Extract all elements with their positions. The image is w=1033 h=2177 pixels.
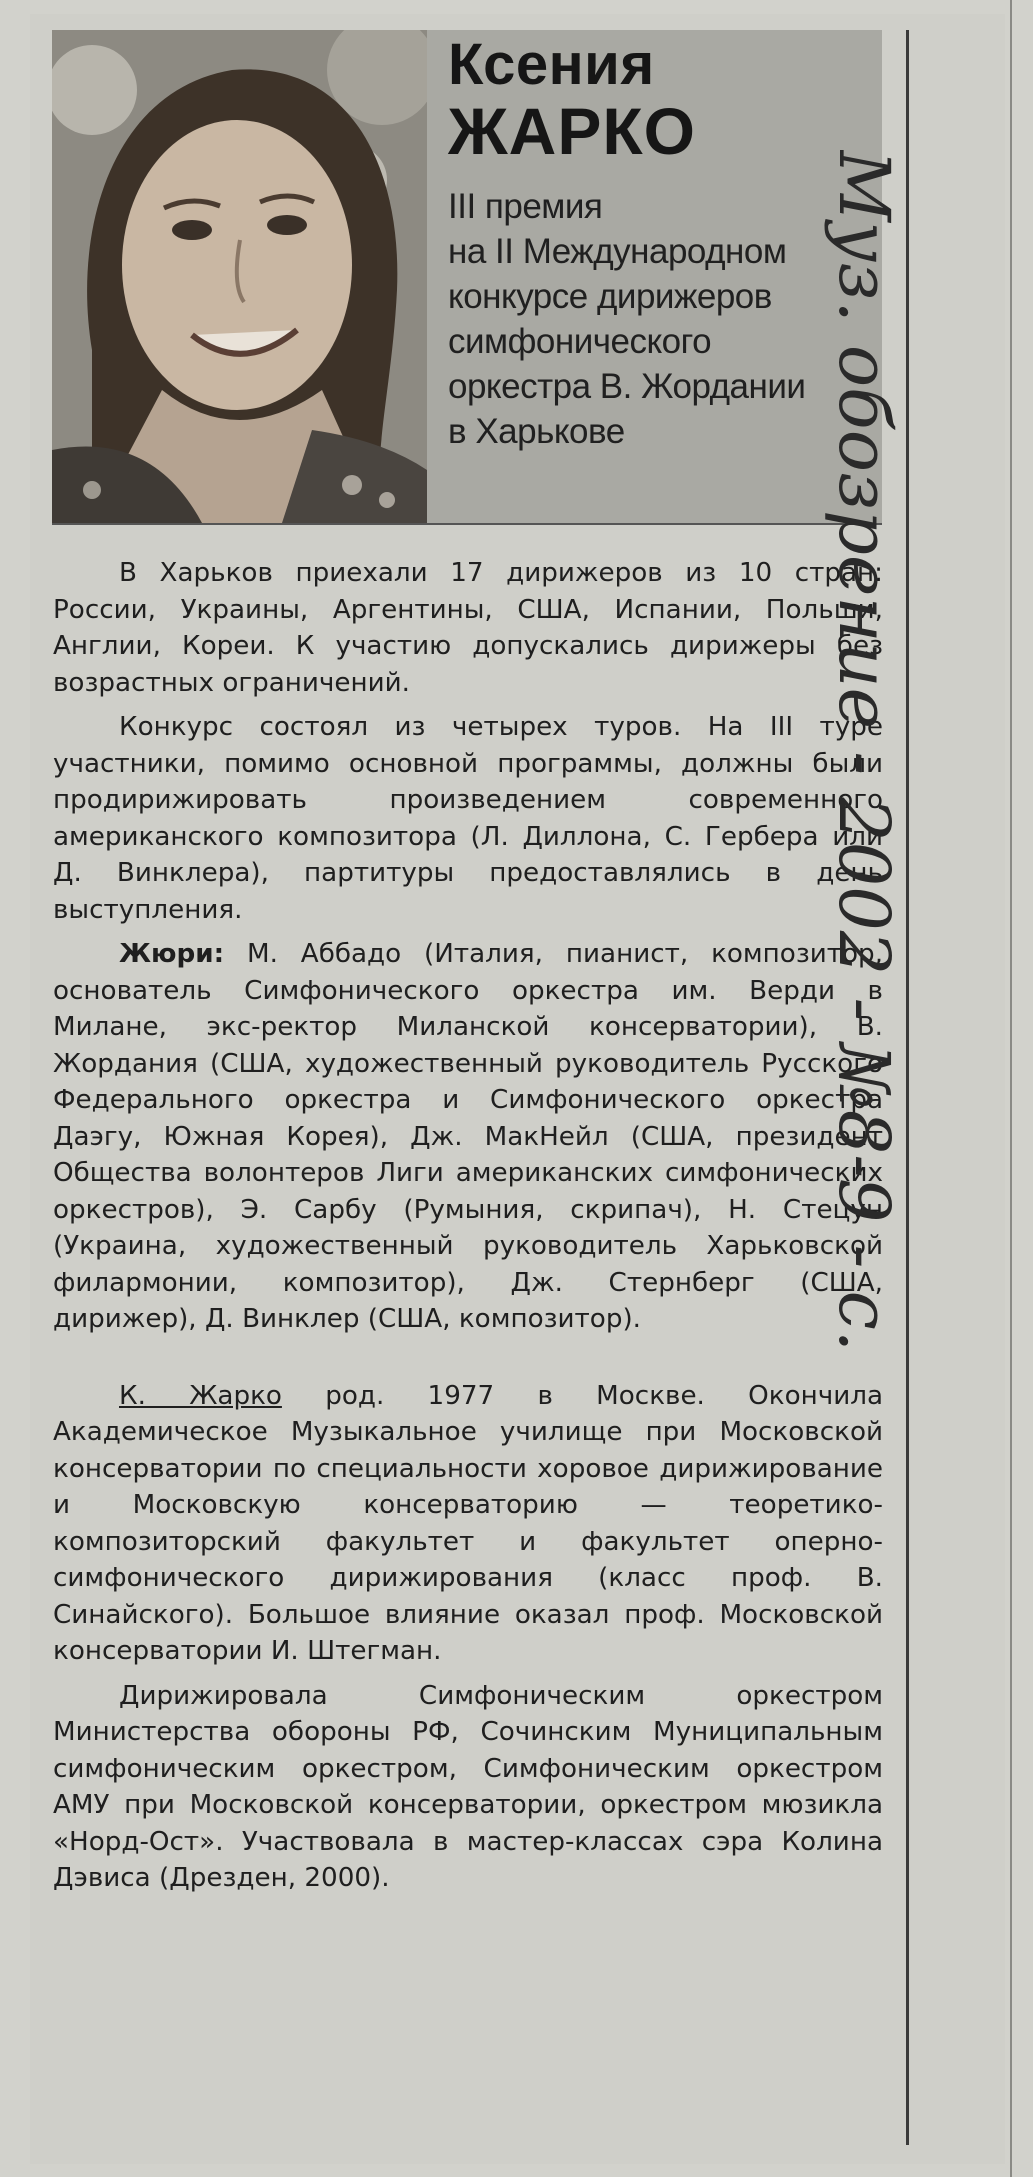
subtitle-line: симфонического <box>448 322 712 361</box>
paragraph-rounds: Конкурс состоял из четырех туров. На III туре участники, помимо основной программы, должны были продирижировать произведением современного американского композитора (Л. Диллона, С. Гербера или Д. Винклера), партитуры предоставлялись в день выступления. <box>53 712 883 925</box>
bio-text: род. 1977 в Москве. Окончила Академическое Музыкальное училище при Московской консерватории по специальности хоровое дирижирование и Московскую консерваторию — теоретико-композиторский факультет и факультет оперно-симфонического дирижирования (класс проф. В. Синайского). Большое влияние оказал проф. Московской консерватории И. Штегман. <box>53 1380 884 1666</box>
title-block <box>448 34 878 454</box>
article-body <box>53 555 883 1905</box>
subtitle-line: в Харькове <box>448 412 625 451</box>
first-name: Ксения <box>448 32 655 97</box>
subtitle-line: III премия <box>448 187 603 226</box>
jury-label: Жюри: <box>119 939 225 969</box>
last-name: ЖАРКО <box>448 94 696 168</box>
subtitle-line: оркестра В. Жордании <box>448 367 806 406</box>
subtitle-line: на II Международном <box>448 232 787 271</box>
portrait-photo <box>52 30 427 523</box>
handwritten-note <box>818 150 908 1350</box>
subtitle-line: конкурсе дирижеров <box>448 277 772 316</box>
paragraph-jury <box>53 936 883 1338</box>
jury-text: М. Аббадо (Италия, пианист, композитор, основатель Симфонического оркестра им. Верди в Милане, экс-ректор Миланской консерватории), В. Жордания (США, художественный руководитель Русского Федерального оркестра и Симфонического оркестра Даэгу, Южная Корея), Дж. МакНейл (США, президент Общества волонтеров Лиги американских симфонических оркестров), Э. Сарбу (Румыния, скрипач), Н. Стецун (Украина, художественный руководитель Харьковской филармонии, композитор), Дж. Стернберг (США, дирижер), Д. Винклер (США, композитор). <box>53 939 883 1334</box>
paragraph-experience: Дирижировала Симфоническим оркестром Министерства обороны РФ, Сочинским Муниципальным симфоническим оркестром, Симфоническим оркестром АМУ при Московской консерватории, оркестром мюзикла «Норд-Ост». Участвовала в мастер-классах сэра Колина Дэвиса (Дрезден, 2000). <box>53 1680 883 1893</box>
handwritten-note-text: Муз. обозрение - 2002 - №8-9 - с. 30 <box>823 150 905 1350</box>
paragraph-participants: В Харьков приехали 17 дирижеров из 10 стран: России, Украины, Аргентины, США, Испании, Польши, Англии, Кореи. К участию допускались дирижеры без возрастных ограничений. <box>53 558 883 698</box>
bio-name: К. Жарко <box>119 1380 282 1411</box>
subtitle <box>448 184 878 454</box>
page-edge <box>1010 0 1012 2177</box>
paragraph-biography <box>53 1378 883 1670</box>
